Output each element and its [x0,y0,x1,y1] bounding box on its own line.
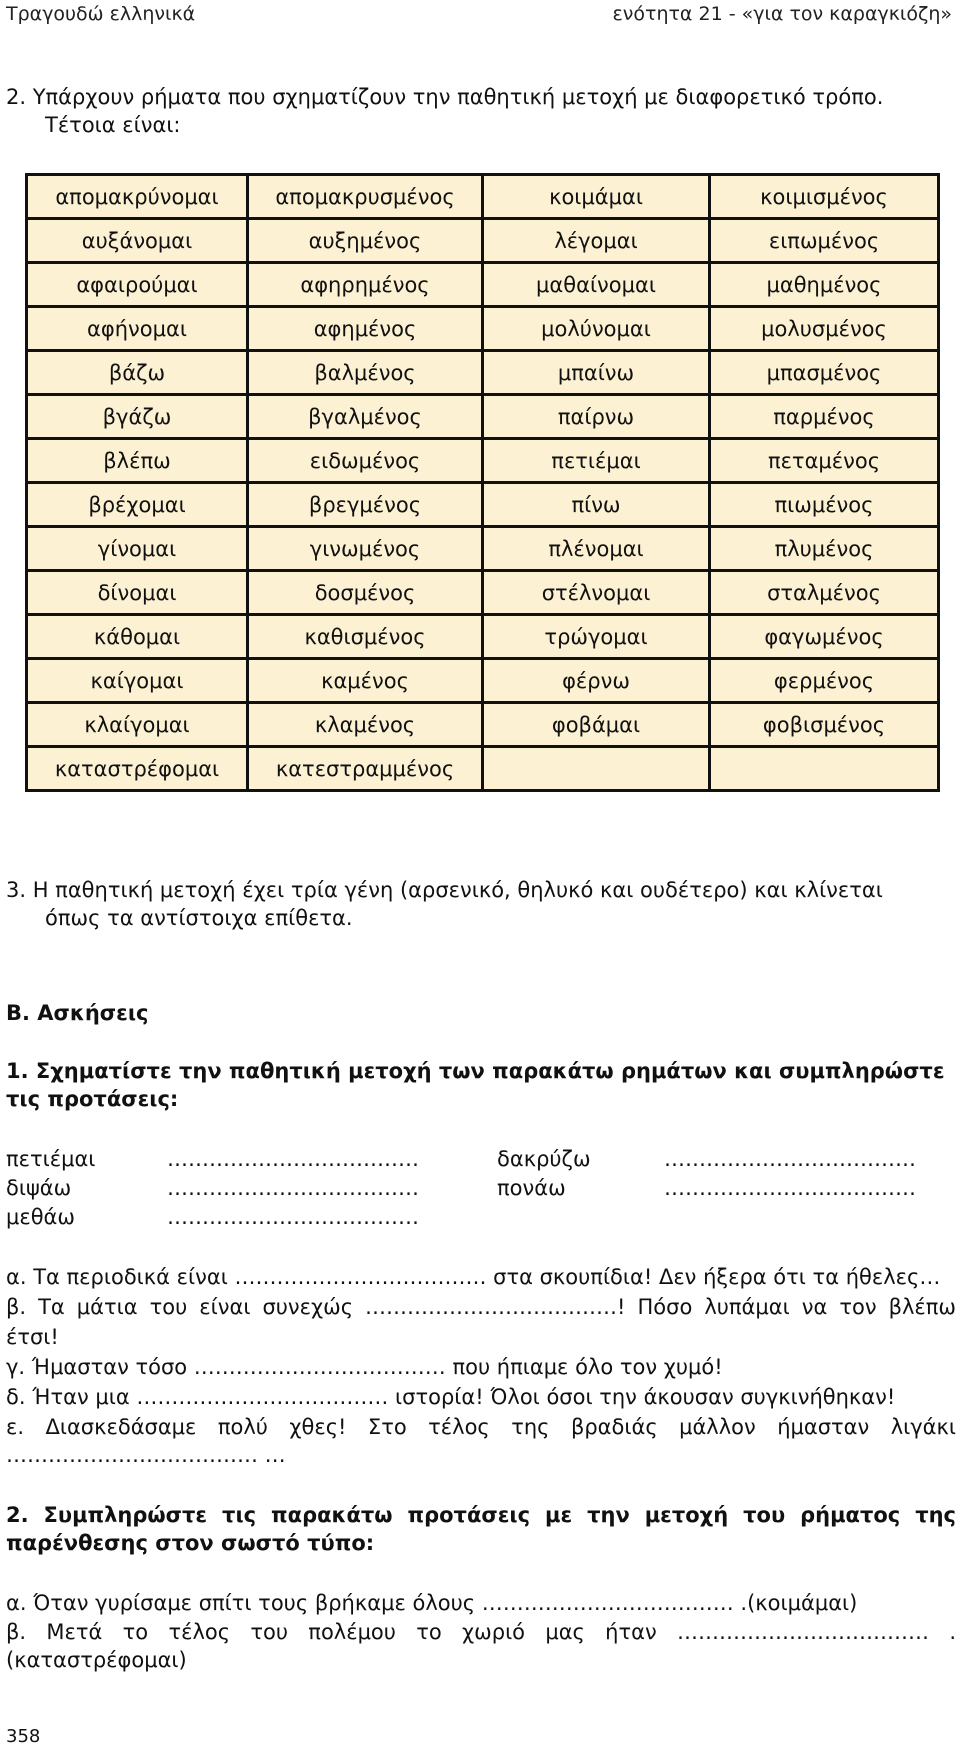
table-cell: παίρνω [483,395,710,439]
table-cell: φοβάμαι [483,703,710,747]
table-cell: αυξημένος [248,219,483,263]
table-cell: κλαμένος [248,703,483,747]
table-cell: τρώγομαι [483,615,710,659]
ex1-sentence-b-cont: έτσι! [6,1325,59,1349]
table-cell: στέλνομαι [483,571,710,615]
table-cell: αυξάνομαι [27,219,248,263]
table-cell: πίνω [483,483,710,527]
table-cell: καμένος [248,659,483,703]
blank-left-3: ……………………………… [167,1205,419,1229]
table-row [27,659,939,703]
table-cell: κατεστραμμένος [248,747,483,791]
table-cell: κλαίγομαι [27,703,248,747]
table-row [27,571,939,615]
point2-line2: Τέτοια είναι: [45,113,181,137]
table-cell: πλυμένος [710,527,939,571]
table-row [27,527,939,571]
table-row [27,439,939,483]
table-cell: κοιμισμένος [710,175,939,219]
table-cell: βλέπω [27,439,248,483]
ex1-sentence-b: β. Τα μάτια του είναι συνεχώς ………………………………! Πόσο λυπάμαι να τον βλέπω [6,1295,956,1319]
table-cell: ειδωμένος [248,439,483,483]
table-row [27,747,939,791]
table-cell: φέρνω [483,659,710,703]
blank-left-1: ……………………………… [167,1147,419,1171]
table-cell: αφήνομαι [27,307,248,351]
table-cell: κάθομαι [27,615,248,659]
table-row [27,703,939,747]
table-cell: λέγομαι [483,219,710,263]
table-cell: μολυσμένος [710,307,939,351]
point3-line1: 3. Η παθητική μετοχή έχει τρία γένη (αρσενικό, θηλυκό και ουδέτερο) και κλίνεται [6,878,883,902]
table-cell: μπασμένος [710,351,939,395]
table-cell: σταλμένος [710,571,939,615]
header-left: Τραγουδώ ελληνικά [6,3,196,25]
blank-right-2: ……………………………… [664,1176,916,1200]
table-cell: φερμένος [710,659,939,703]
table-cell: ειπωμένος [710,219,939,263]
verb-left-3: μεθάω [6,1205,75,1229]
verb-right-1: δακρύζω [497,1147,591,1171]
table-row [27,351,939,395]
verb-participle-table [25,173,940,792]
table-row [27,219,939,263]
table-cell [710,747,939,791]
point2-line1: 2. Υπάρχουν ρήματα που σχηματίζουν την παθητική μετοχή με διαφορετικό τρόπο. [6,85,884,109]
exercise1-title-line2: τις προτάσεις: [6,1087,179,1111]
point3-line2: όπως τα αντίστοιχα επίθετα. [45,906,353,930]
table-cell: καθισμένος [248,615,483,659]
table-cell [483,747,710,791]
table-cell: βγαλμένος [248,395,483,439]
page-number: 358 [6,1726,41,1747]
ex1-sentence-d: δ. Ήταν μια ……………………………… ιστορία! Όλοι όσοι την άκουσαν συγκινήθηκαν! [6,1385,896,1409]
table-cell: βαλμένος [248,351,483,395]
table-row [27,175,939,219]
exercise2-title-line1: 2. Συμπληρώστε τις παρακάτω προτάσεις με την μετοχή του ρήματος της [6,1503,956,1527]
table-cell: πεταμένος [710,439,939,483]
table-row [27,615,939,659]
exercise1-title-line1: 1. Σχηματίστε την παθητική μετοχή των παρακάτω ρημάτων και συμπληρώστε [6,1059,945,1083]
table-cell: αφαιρούμαι [27,263,248,307]
table-cell: κοιμάμαι [483,175,710,219]
table-cell: μπαίνω [483,351,710,395]
table-cell: γινωμένος [248,527,483,571]
table-cell: βρεγμένος [248,483,483,527]
table-cell: μολύνομαι [483,307,710,351]
table-cell: δοσμένος [248,571,483,615]
table-cell: καίγομαι [27,659,248,703]
table-cell: βρέχομαι [27,483,248,527]
blank-right-1: ……………………………… [664,1147,916,1171]
table-cell: φοβισμένος [710,703,939,747]
table-cell: γίνομαι [27,527,248,571]
header-right: ενότητα 21 - «για τον καραγκιόζη» [612,3,952,25]
ex2-sentence-a: α. Όταν γυρίσαμε σπίτι τους βρήκαμε όλους ……………………………… .(κοιμάμαι) [6,1591,858,1615]
table-cell: βάζω [27,351,248,395]
ex1-sentence-e: ε. Διασκεδάσαμε πολύ χθες! Στο τέλος της βραδιάς μάλλον ήμασταν λιγάκι [6,1415,956,1439]
table-row [27,483,939,527]
table-row [27,263,939,307]
verb-left-2: διψάω [6,1176,72,1200]
table-cell: απομακρύνομαι [27,175,248,219]
section-b-title: Β. Ασκήσεις [6,1001,149,1025]
table-cell: απομακρυσμένος [248,175,483,219]
verb-right-2: πονάω [497,1176,566,1200]
exercise2-title-line2: παρένθεσης στον σωστό τύπο: [6,1531,375,1555]
verb-left-1: πετιέμαι [6,1147,96,1171]
table-cell: μαθημένος [710,263,939,307]
blank-left-2: ……………………………… [167,1176,419,1200]
table-cell: πετιέμαι [483,439,710,483]
table-cell: πιωμένος [710,483,939,527]
table-cell: καταστρέφομαι [27,747,248,791]
table-cell: πλένομαι [483,527,710,571]
table-cell: μαθαίνομαι [483,263,710,307]
table-cell: φαγωμένος [710,615,939,659]
table-cell: αφημένος [248,307,483,351]
table-row [27,307,939,351]
ex2-sentence-b: β. Μετά το τέλος του πολέμου το χωριό μας ήταν ……………………………… . [6,1620,956,1644]
ex2-sentence-b-cont: (καταστρέφομαι) [6,1648,187,1672]
ex1-sentence-c: γ. Ήμασταν τόσο ……………………………… που ήπιαμε όλο τον χυμό! [6,1355,723,1379]
table-cell: αφηρημένος [248,263,483,307]
ex1-sentence-e-cont: ……………………………… … [6,1443,286,1467]
table-cell: παρμένος [710,395,939,439]
table-row [27,395,939,439]
table-cell: δίνομαι [27,571,248,615]
table-cell: βγάζω [27,395,248,439]
ex1-sentence-a: α. Τα περιοδικά είναι ……………………………… στα σκουπίδια! Δεν ήξερα ότι τα ήθελες… [6,1265,941,1289]
